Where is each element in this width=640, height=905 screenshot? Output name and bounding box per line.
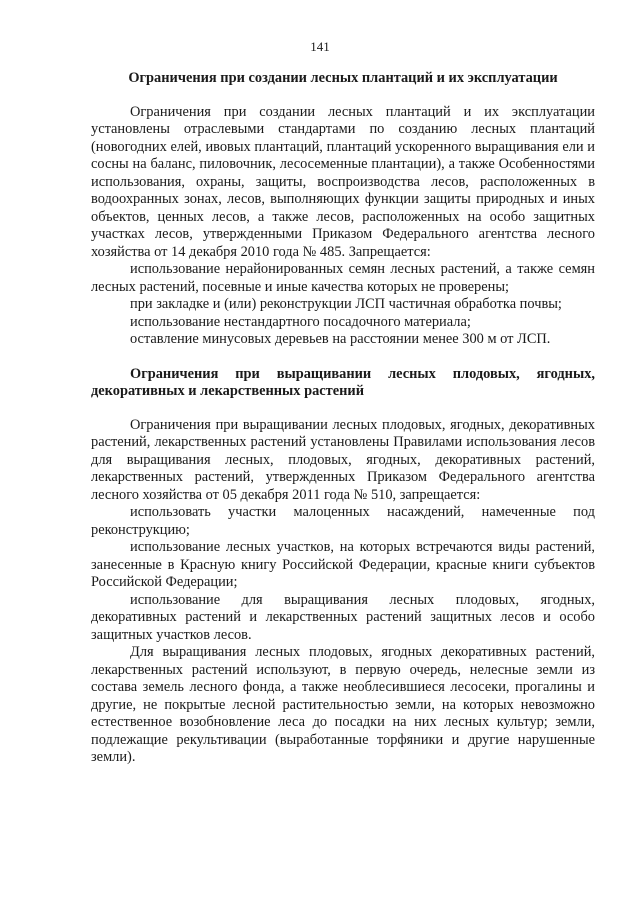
page-number: 141: [310, 39, 330, 54]
list-item: использовать участки малоценных насаждений, намеченные под реконструкцию;: [91, 504, 595, 538]
list-item: оставление минусовых деревьев на расстоянии менее 300 м от ЛСП.: [130, 331, 551, 347]
paragraph: Ограничения при создании лесных плантаций и их эксплуатации установлены отраслевыми стандартами по созданию лесных плантаций (новогодних елей, ивовых плантаций, плантаций ускоренного выращивания ели и сосны на баланс, пиловочник, лесосеменные плантации), а также Особенностями использования, охраны, защиты, воспроизводства лесов, расположенных в водоохранных зонах, лесов, выполняющих функции защиты природных и иных объектов, ценных лесов, а также лесов, расположенных на особо защитных участках лесов, утвержденными Приказом Федерального агентства лесного хозяйства от 14 декабря 2010 года № 485. Запрещается:: [91, 103, 595, 260]
section-heading-cultivation: Ограничения при выращивании лесных плодовых, ягодных, декоративных и лекарственных растений: [91, 365, 595, 399]
list-item: использование нерайонированных семян лесных растений, а также семян лесных растений, посевные и иные качества которых не проверены;: [91, 261, 595, 295]
paragraph: Для выращивания лесных плодовых, ягодных декоративных растений, лекарственных растений используют, в первую очередь, нелесные земли из состава земель лесного фонда, а также необлесившиеся лесосеки, прогалины и другие, не покрытые лесной растительностью земли, на которых невозможно естественное возобновление леса до посадки на них лесных культур; земли, подлежащие рекультивации (выработанные торфяники и другие нарушенные земли).: [91, 644, 595, 765]
list-item: использование лесных участков, на которых встречаются виды растений, занесенные в Красную книгу Российской Федерации, красные книги субъектов Российской Федерации;: [91, 539, 595, 590]
list-item: использование для выращивания лесных плодовых, ягодных, декоративных растений и лекарственных растений защитных лесов и особо защитных участков лесов.: [91, 591, 595, 643]
section-heading-plantations: Ограничения при создании лесных плантаций и их эксплуатации: [128, 70, 558, 86]
page-content: [91, 70, 595, 767]
paragraph: Ограничения при выращивании лесных плодовых, ягодных, декоративных растений, лекарственных растений установлены Правилами использования лесов для выращивания лесных, плодовых, ягодных, декоративных растений, лекарственных растений, утвержденных Приказом Федерального агентства лесного хозяйства от 05 декабря 2011 года № 510, запрещается:: [91, 416, 595, 503]
list-item: при закладке и (или) реконструкции ЛСП частичная обработка почвы;: [130, 296, 562, 312]
list-item: использование нестандартного посадочного материала;: [130, 313, 471, 330]
